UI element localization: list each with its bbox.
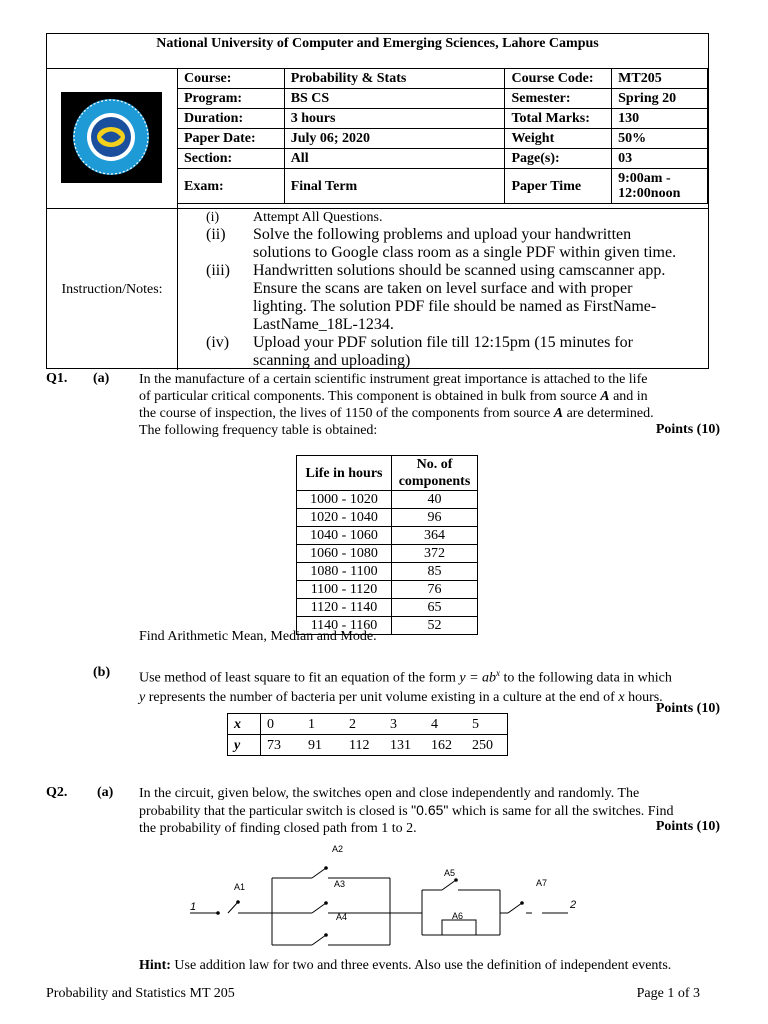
exam-label: Exam:	[178, 169, 285, 204]
frequency-table	[296, 455, 478, 635]
x-row: x 0 1 2 3 4 5	[228, 714, 508, 735]
q2-part-a-text	[139, 785, 729, 837]
table-row: 1040 - 1060 364	[297, 527, 478, 545]
table-row: 1140 - 1160 52	[297, 617, 478, 635]
table-row: 1060 - 1080 372	[297, 545, 478, 563]
hint-text: Use addition law for two and three events. Also use the definition of independent events.	[170, 958, 672, 973]
label-a6: A6	[452, 911, 464, 921]
table-row: 1100 - 1120 76	[297, 581, 478, 599]
duration-label: Duration:	[178, 109, 285, 129]
q1a-points: Points (10)	[655, 422, 720, 437]
instruction-text: LastName_18L-1234.	[253, 316, 394, 333]
instruction-label: Instruction/Notes:	[47, 209, 178, 370]
q1-number: Q1.	[46, 371, 68, 386]
table-header-row	[297, 456, 478, 491]
label-a2: A2	[332, 844, 344, 854]
q1-part-a-text	[139, 371, 719, 439]
instruction-text: lighting. The solution PDF file should be named as FirstName-	[253, 298, 657, 315]
weight-value: 50%	[612, 129, 708, 149]
life-hours-header: Life in hours	[297, 456, 392, 491]
q2a-points: Points (10)	[655, 819, 720, 834]
q2a-line: probability that the particular switch is closed is "0.65" which is same for all the switches. Find	[139, 802, 674, 819]
weight-label: Weight	[505, 129, 612, 149]
hint-label: Hint:	[139, 958, 171, 973]
q1-part-b-text	[139, 665, 729, 706]
instruction-number: (iv)	[206, 334, 230, 351]
semester-label: Semester:	[505, 89, 612, 109]
label-a4: A4	[336, 912, 348, 922]
exam-header	[46, 33, 709, 369]
pages-value: 03	[612, 149, 708, 169]
y-row: y 73 91 112 131 162 250	[228, 735, 508, 756]
pages-label: Page(s):	[505, 149, 612, 169]
section-label: Section:	[178, 149, 285, 169]
x-label: x	[228, 714, 261, 735]
q2a-line: the probability of finding closed path from 1 to 2.	[139, 821, 417, 836]
y-label: y	[228, 735, 261, 756]
q2-part-a-label: (a)	[97, 785, 114, 800]
course-code-value: MT205	[612, 69, 708, 89]
q1b-line: Use method of least square to fit an equation of the form $y = ab^x$ to the following data in which	[139, 668, 672, 686]
table-row: 1020 - 1040 96	[297, 509, 478, 527]
q1b-points: Points (10)	[655, 701, 720, 716]
q1a-line: In the manufacture of a certain scientific instrument great importance is attached to the life	[139, 372, 648, 387]
q1-part-b-label: (b)	[93, 665, 111, 680]
label-node-2: 2	[570, 899, 577, 911]
q1a-line: the course of inspection, the lives of 1150 of the components from source A are determined.	[139, 406, 654, 421]
switch-a1	[228, 902, 238, 913]
label-node-1: 1	[190, 901, 197, 913]
program-label: Program:	[178, 89, 285, 109]
university-name: National University of Computer and Emerging Sciences, Lahore Campus	[47, 34, 708, 69]
instruction-text: Attempt All Questions.	[253, 210, 383, 225]
circuit-diagram	[180, 840, 600, 952]
paper-date-value: July 06; 2020	[284, 129, 505, 149]
label-a3: A3	[334, 879, 346, 889]
switch-a7	[508, 903, 522, 913]
q2-hint	[139, 957, 739, 974]
program-value: BS CS	[284, 89, 505, 109]
paper-date-label: Paper Date:	[178, 129, 285, 149]
course-value: Probability & Stats	[284, 69, 505, 89]
logo-cell	[47, 69, 178, 208]
total-marks-label: Total Marks:	[505, 109, 612, 129]
instruction-text: Ensure the scans are taken on level surface and with proper	[253, 280, 633, 297]
q1-part-a-label: (a)	[93, 371, 110, 386]
instruction-text: Upload your PDF solution file till 12:15pm (15 minutes for	[253, 334, 633, 351]
instruction-number: (ii)	[206, 226, 226, 243]
q1a-find-text: Find Arithmetic Mean, Median and Mode.	[139, 629, 377, 644]
paper-time-start: 9:00am -	[618, 171, 671, 186]
paper-time-end: 12:00noon	[618, 186, 681, 201]
table-row: 1120 - 1140 65	[297, 599, 478, 617]
table-row: 1080 - 1100 85	[297, 563, 478, 581]
q1a-line: The following frequency table is obtained:	[139, 423, 378, 438]
exam-info-table	[177, 68, 708, 204]
switch-a2	[312, 868, 326, 878]
duration-value: 3 hours	[284, 109, 505, 129]
section-value: All	[284, 149, 505, 169]
label-a1: A1	[234, 882, 246, 892]
university-logo	[61, 92, 162, 183]
xy-data-table	[227, 713, 508, 756]
label-a7: A7	[536, 878, 548, 888]
table-row: 1000 - 1020 40	[297, 491, 478, 509]
course-label: Course:	[178, 69, 285, 89]
q2a-line: In the circuit, given below, the switches open and close independently and randomly. The	[139, 786, 640, 801]
instruction-text: solutions to Google class room as a single PDF within given time.	[253, 244, 677, 261]
instruction-number: (i)	[206, 210, 220, 225]
semester-value: Spring 20	[612, 89, 708, 109]
course-code-label: Course Code:	[505, 69, 612, 89]
instruction-text: scanning and uploading)	[253, 352, 411, 369]
paper-time-value	[612, 169, 708, 204]
q2-number: Q2.	[46, 785, 68, 800]
instruction-text: Handwritten solutions should be scanned using camscanner app.	[253, 262, 666, 279]
instructions-row	[47, 208, 708, 370]
equation: y = ab	[459, 670, 497, 686]
switch-a4	[312, 935, 326, 945]
instruction-text: Solve the following problems and upload your handwritten	[253, 226, 632, 243]
footer-page-number: Page 1 of 3	[636, 986, 700, 1001]
label-a5: A5	[444, 868, 456, 878]
instruction-number: (iii)	[206, 262, 230, 279]
exam-value: Final Term	[284, 169, 505, 204]
switch-a3	[312, 903, 326, 913]
total-marks-value: 130	[612, 109, 708, 129]
logo-seal-icon	[61, 92, 162, 183]
q1a-line: of particular critical components. This component is obtained in bulk from source A and in	[139, 389, 648, 404]
switch-a5	[442, 880, 456, 890]
paper-time-label: Paper Time	[505, 169, 612, 204]
components-header: No. of components	[392, 456, 478, 491]
footer-course: Probability and Statistics MT 205	[46, 986, 235, 1001]
q1b-line: y represents the number of bacteria per unit volume existing in a culture at the end of x hours.	[139, 689, 663, 705]
